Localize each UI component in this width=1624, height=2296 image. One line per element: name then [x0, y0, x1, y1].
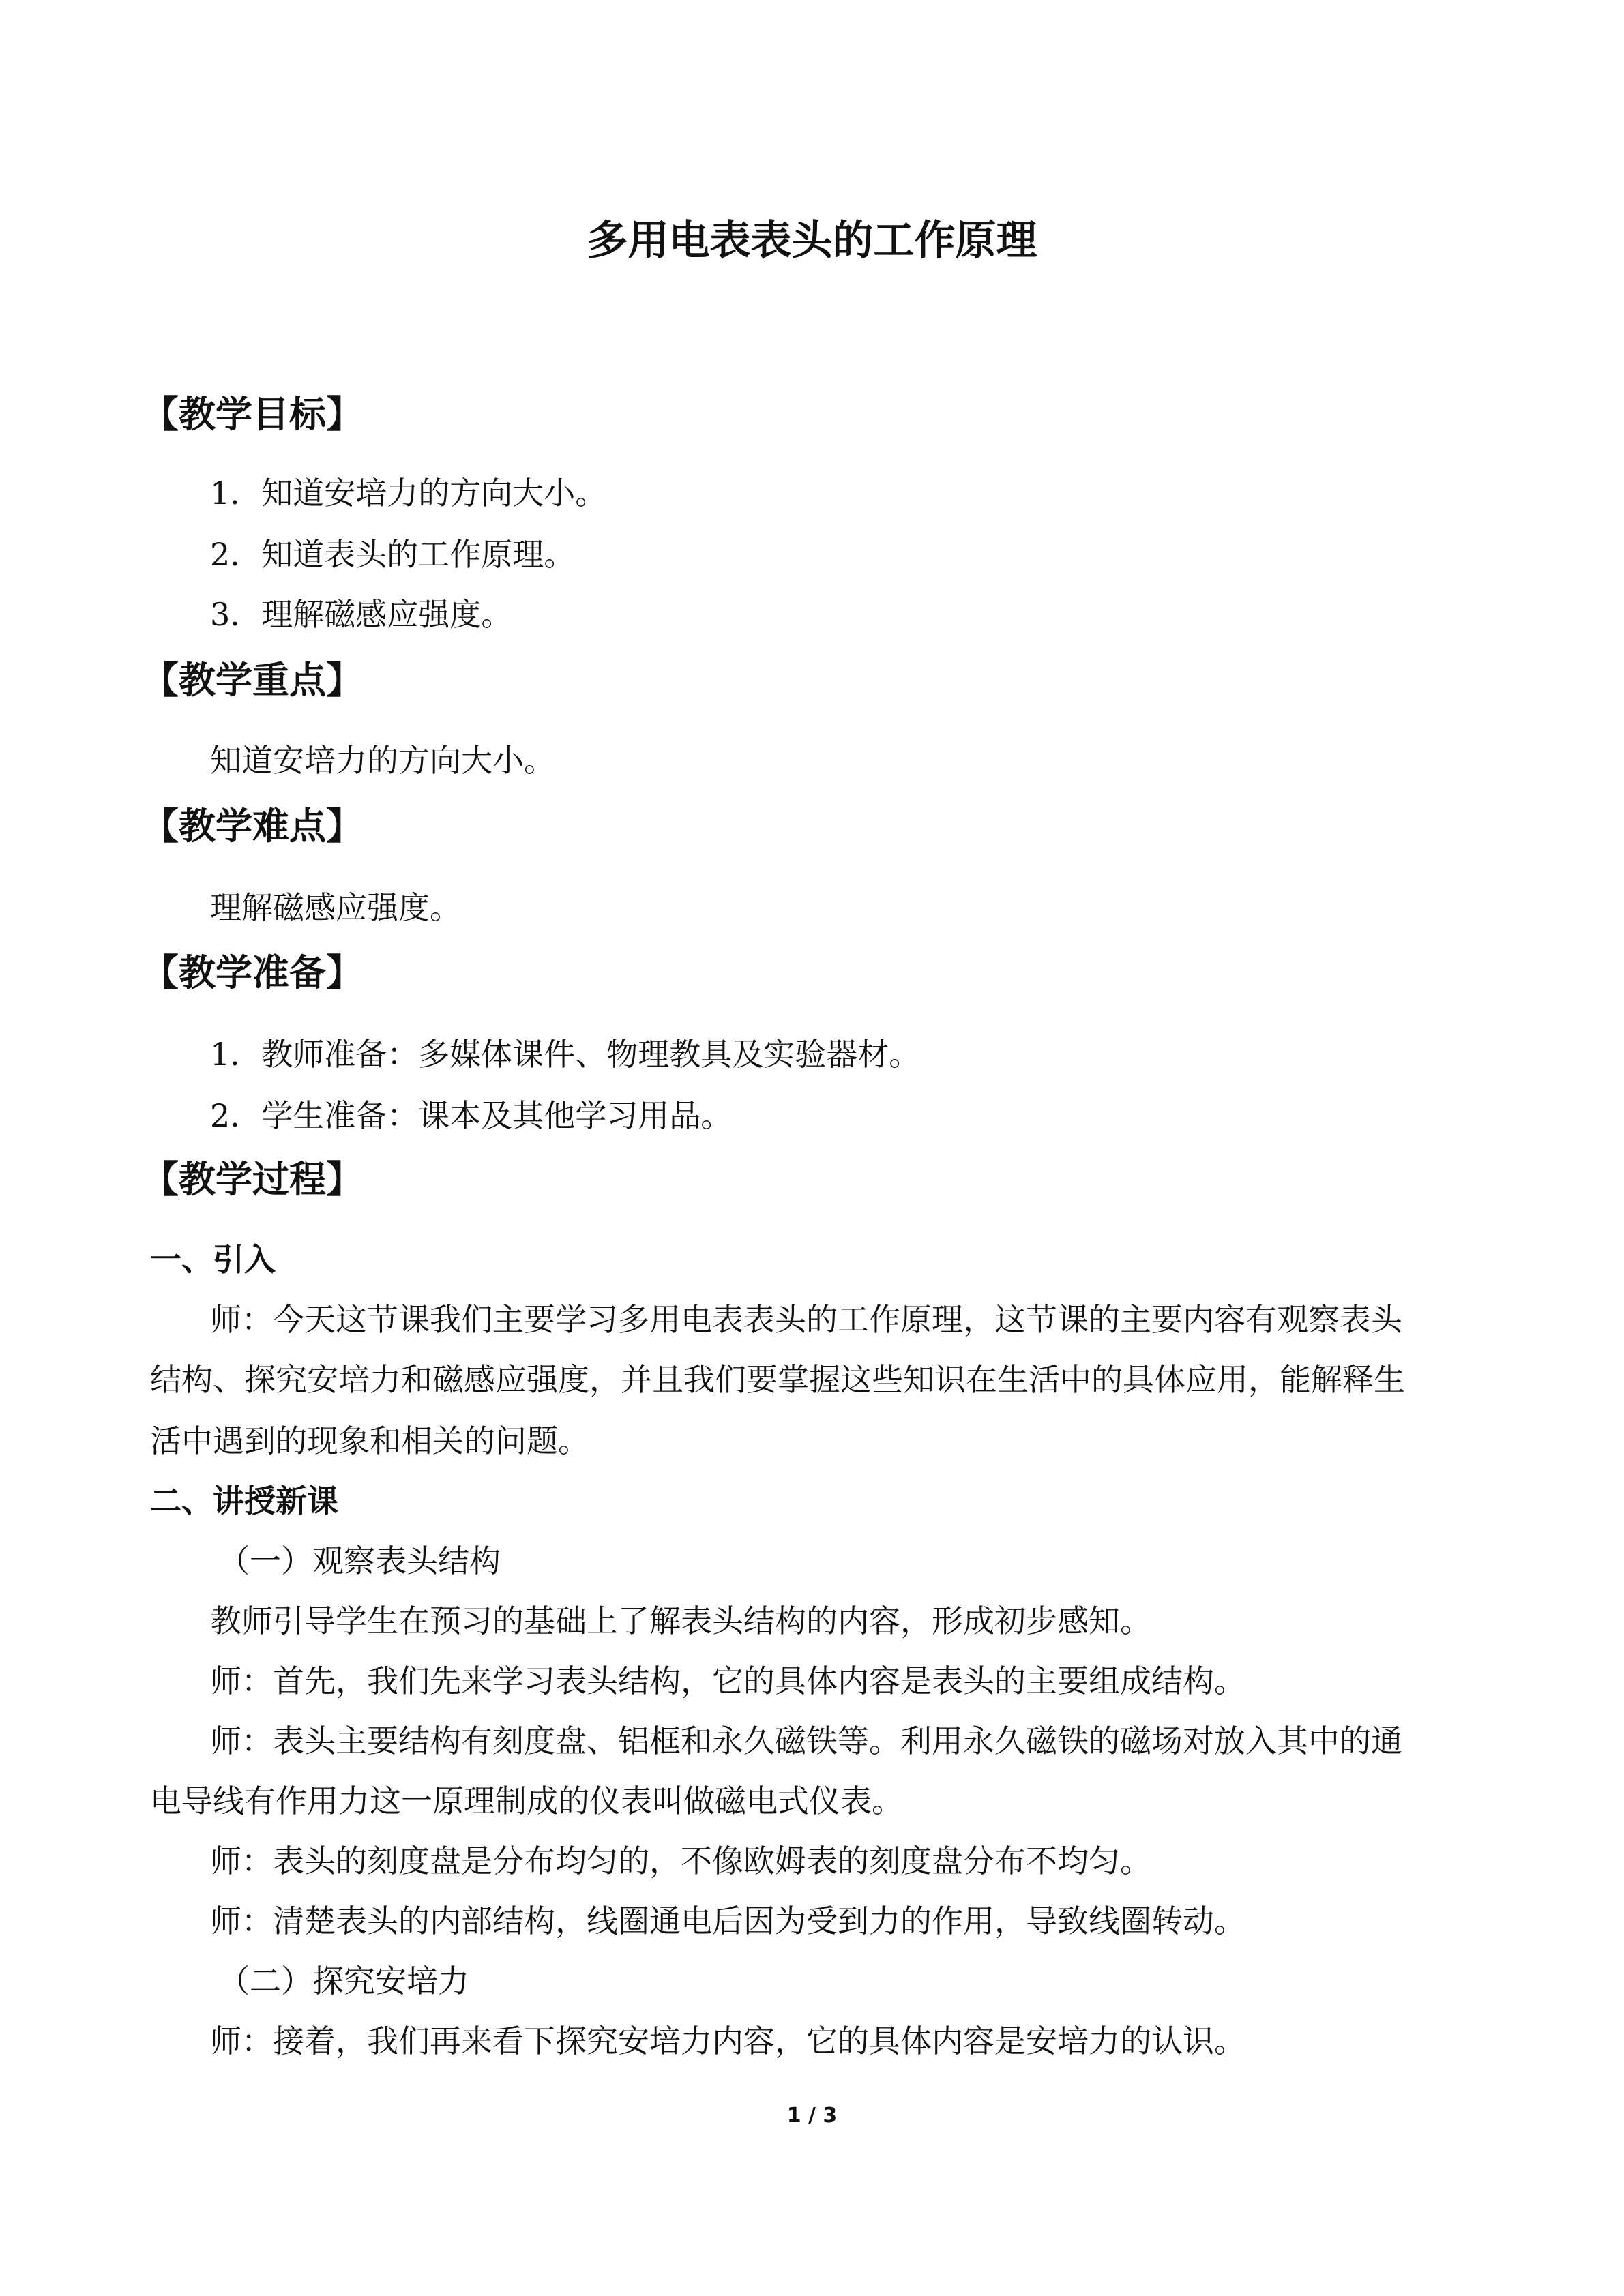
section-new-lesson-title: 二、讲授新课: [150, 1482, 338, 1519]
heading-teaching-goals: 【教学目标】: [142, 393, 363, 436]
paragraph-line: 电导线有作用力这一原理制成的仪表叫做磁电式仪表。: [150, 1783, 903, 1819]
preparation-item: 2．学生准备：课本及其他学习用品。: [210, 1097, 733, 1134]
subsection-title: （一）观察表头结构: [218, 1542, 501, 1579]
goal-item: 1．知道安培力的方向大小。: [210, 475, 607, 511]
key-points-text: 知道安培力的方向大小。: [210, 742, 555, 779]
heading-difficulties: 【教学难点】: [142, 805, 363, 848]
paragraph-line: 师：表头的刻度盘是分布均匀的，不像欧姆表的刻度盘分布不均匀。: [210, 1843, 1151, 1879]
paragraph-line: 师：清楚表头的内部结构，线圈通电后因为受到力的作用，导致线圈转动。: [210, 1903, 1245, 1939]
heading-preparation: 【教学准备】: [142, 951, 363, 994]
paragraph-line: 师：今天这节课我们主要学习多用电表表头的工作原理，这节课的主要内容有观察表头: [210, 1301, 1402, 1338]
paragraph-line: 师：表头主要结构有刻度盘、铝框和永久磁铁等。利用永久磁铁的磁场对放入其中的通: [210, 1723, 1402, 1759]
paragraph-line: 教师引导学生在预习的基础上了解表头结构的内容，形成初步感知。: [210, 1602, 1151, 1639]
goal-item: 3．理解磁感应强度。: [210, 596, 513, 633]
difficulties-text: 理解磁感应强度。: [210, 889, 461, 926]
paragraph-line: 结构、探究安培力和磁感应强度，并且我们要掌握这些知识在生活中的具体应用，能解释生: [150, 1361, 1405, 1398]
page-number: 1 / 3: [786, 2104, 838, 2128]
document-title: 多用电表表头的工作原理: [587, 217, 1037, 265]
heading-key-points: 【教学重点】: [142, 659, 363, 702]
paragraph-line: 师：接着，我们再来看下探究安培力内容，它的具体内容是安培力的认识。: [210, 2023, 1245, 2059]
section-intro-title: 一、引入: [150, 1241, 276, 1278]
subsection-title: （二）探究安培力: [218, 1963, 469, 1999]
paragraph-line: 师：首先，我们先来学习表头结构，它的具体内容是表头的主要组成结构。: [210, 1663, 1245, 1699]
paragraph-line: 活中遇到的现象和相关的问题。: [150, 1422, 589, 1459]
preparation-item: 1．教师准备：多媒体课件、物理教具及实验器材。: [210, 1036, 921, 1073]
goal-item: 2．知道表头的工作原理。: [210, 536, 576, 573]
heading-teaching-process: 【教学过程】: [142, 1158, 363, 1201]
